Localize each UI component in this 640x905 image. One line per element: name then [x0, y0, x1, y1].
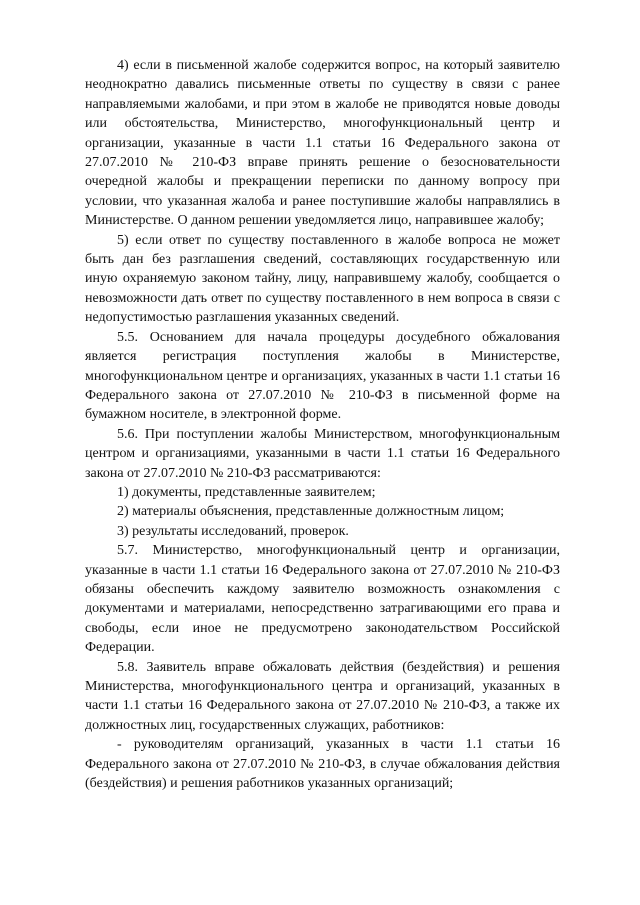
- paragraph-item-4: 4) если в письменной жалобе содержится вопрос, на который заявителю неоднократно давались письменные ответы по существу в связи с ранее направляемыми жалобами, и при этом в жалобе не приводятся новые доводы или обстоятельства, Министерство, многофункциональный центр и организации, указанные в части 1.1 статьи 16 Федерального закона от 27.07.2010 № 210-ФЗ вправе принять решение о безосновательности очередной жалобы и прекращении переписки по данному вопросу при условии, что указанная жалоба и ранее поступившие жалобы направлялись в Министерстве. О данном решении уведомляется лицо, направившее жалобу;: [85, 58, 560, 229]
- paragraph-5-7: 5.7. Министерство, многофункциональный центр и организации, указанные в части 1.1 статьи 16 Федерального закона от 27.07.2010 № 210-ФЗ обязаны обеспечить каждому заявителю возможность ознакомления с документами и материалами, непосредственно затрагивающими его права и свободы, если иное не предусмотрено законодательством Российской Федерации.: [85, 543, 560, 656]
- paragraph-5-8: 5.8. Заявитель вправе обжаловать действия (бездействия) и решения Министерства, многофункционального центра и организаций, указанных в части 1.1 статьи 16 Федерального закона от 27.07.2010 № 210-ФЗ, а также их должностных лиц, государственных служащих, работников:: [85, 659, 560, 733]
- paragraph-dash-item: - руководителям организаций, указанных в части 1.1 статьи 16 Федерального закона от 27.07.2010 № 210-ФЗ, в случае обжалования действия (бездействия) и решения работников указанных организаций;: [85, 737, 560, 792]
- list-item-materials: 2) материалы объяснения, представленные должностным лицом;: [117, 504, 505, 520]
- list-item-results: 3) результаты исследований, проверок.: [117, 523, 349, 539]
- paragraph-5-6: 5.6. При поступлении жалобы Министерством, многофункциональным центром и организациями, указанными в части 1.1 статьи 16 Федерального закона от 27.07.2010 № 210-ФЗ рассматриваются:: [85, 426, 560, 481]
- paragraph-item-5: 5) если ответ по существу поставленного в жалобе вопроса не может быть дан без разглашения сведений, составляющих государственную или иную охраняемую законом тайну, лицу, направившему жалобу, сообщается о невозможности дать ответ по существу поставленного в нем вопроса в связи с недопустимостью разглашения указанных сведений.: [85, 232, 560, 326]
- list-item-documents: 1) документы, представленные заявителем;: [117, 484, 376, 500]
- paragraph-5-5: 5.5. Основанием для начала процедуры досудебного обжалования является регистрация поступления жалобы в Министерстве, многофункциональном центре и организациях, указанных в части 1.1 статьи 16 Федерального закона от 27.07.2010 № 210-ФЗ в письменной форме на бумажном носителе, в электронной форме.: [85, 329, 560, 423]
